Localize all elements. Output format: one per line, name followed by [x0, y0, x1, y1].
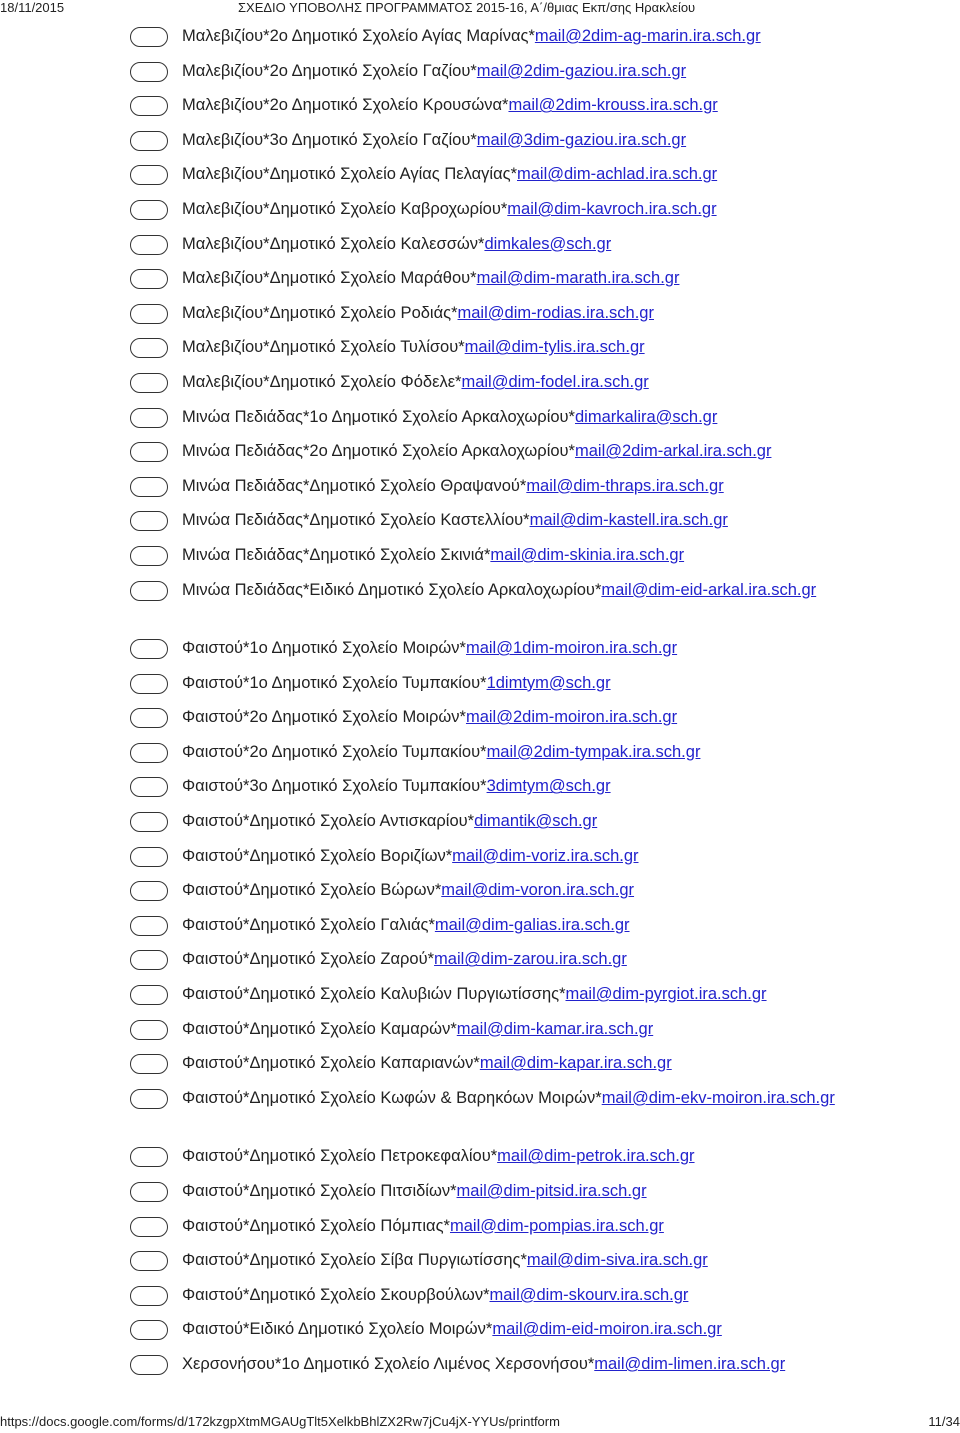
school-name: Φαιστού*Δημοτικό Σχολείο Καπαριανών*	[182, 1054, 480, 1073]
school-option[interactable]	[122, 266, 952, 301]
radio-button[interactable]	[130, 1320, 168, 1340]
radio-button[interactable]	[130, 27, 168, 47]
school-option[interactable]	[122, 59, 952, 94]
school-option[interactable]	[122, 809, 952, 844]
school-option[interactable]	[122, 370, 952, 405]
radio-button[interactable]	[130, 1217, 168, 1237]
school-name: Φαιστού*1ο Δημοτικό Σχολείο Τυμπακίου*	[182, 673, 487, 692]
school-email-link[interactable]: mail@dim-skinia.ira.sch.gr	[490, 545, 685, 564]
school-email-link[interactable]: mail@3dim-gaziou.ira.sch.gr	[476, 130, 687, 149]
radio-button[interactable]	[130, 916, 168, 936]
radio-button[interactable]	[130, 546, 168, 566]
school-option[interactable]	[122, 1352, 952, 1411]
school-name: Μαλεβιζίου*Δημοτικό Σχολείο Ροδιάς*	[182, 303, 458, 322]
school-name: Φαιστού*Δημοτικό Σχολείο Πετροκεφαλίου*	[182, 1147, 498, 1166]
school-option[interactable]	[122, 705, 952, 740]
school-name: Μαλεβιζίου*Δημοτικό Σχολείο Καβροχωρίου*	[182, 199, 508, 218]
school-option[interactable]	[122, 913, 952, 948]
school-name: Φαιστού*Δημοτικό Σχολείο Σίβα Πυργιωτίσσης*	[182, 1251, 527, 1270]
school-name: Μινώα Πεδιάδας*Δημοτικό Σχολείο Σκινιά*	[182, 545, 491, 564]
radio-button[interactable]	[130, 674, 168, 694]
school-email-link[interactable]: mail@dim-ekv-moiron.ira.sch.gr	[601, 1088, 835, 1107]
school-option[interactable]	[122, 878, 952, 913]
school-name: Χερσονήσου*1ο Δημοτικό Σχολείο Λιμένος Χερσονήσου*	[182, 1354, 595, 1373]
school-name: Φαιστού*Δημοτικό Σχολείο Πόμπιας*	[182, 1216, 450, 1235]
school-email-link[interactable]: dimkales@sch.gr	[484, 234, 612, 253]
school-option[interactable]	[122, 543, 952, 578]
school-name: Μαλεβιζίου*2ο Δημοτικό Σχολείο Αγίας Μαρίνας*	[182, 27, 535, 45]
school-email-link[interactable]: mail@dim-tylis.ira.sch.gr	[464, 338, 645, 357]
school-email-link[interactable]: mail@2dim-gaziou.ira.sch.gr	[476, 61, 687, 80]
school-email-link[interactable]: mail@dim-kastell.ira.sch.gr	[529, 511, 728, 530]
school-name: Μινώα Πεδιάδας*2ο Δημοτικό Σχολείο Αρκαλοχωρίου*	[182, 442, 575, 461]
school-option[interactable]	[122, 93, 952, 128]
radio-button[interactable]	[130, 847, 168, 867]
radio-button[interactable]	[130, 62, 168, 82]
school-option[interactable]	[122, 335, 952, 370]
radio-button[interactable]	[130, 950, 168, 970]
radio-button[interactable]	[130, 777, 168, 797]
school-email-link[interactable]: mail@dim-eid-arkal.ira.sch.gr	[601, 580, 817, 599]
radio-button[interactable]	[130, 708, 168, 728]
school-name: Φαιστού*Δημοτικό Σχολείο Πιτσιδίων*	[182, 1182, 457, 1200]
radio-button[interactable]	[130, 1355, 168, 1375]
radio-button[interactable]	[130, 1020, 168, 1040]
school-name: Μαλεβιζίου*Δημοτικό Σχολείο Μαράθου*	[182, 269, 477, 288]
school-email-link[interactable]: dimantik@sch.gr	[474, 812, 598, 831]
school-option[interactable]	[122, 474, 952, 509]
school-name: Φαιστού*Δημοτικό Σχολείο Γαλιάς*	[182, 915, 435, 934]
school-email-link[interactable]: mail@dim-pompias.ira.sch.gr	[449, 1216, 664, 1235]
page-number: 11/34	[928, 1414, 960, 1429]
radio-button[interactable]	[130, 985, 168, 1005]
school-option[interactable]	[122, 197, 952, 232]
school-option[interactable]	[122, 439, 952, 474]
form-title: ΣΧΕΔΙΟ ΥΠΟΒΟΛΗΣ ΠΡΟΓΡΑΜΜΑΤΟΣ 2015-16, Α΄/θμιας Εκπ/σης Ηρακλείου	[238, 0, 696, 15]
school-email-link[interactable]: mail@dim-fodel.ira.sch.gr	[461, 372, 649, 391]
radio-button[interactable]	[130, 200, 168, 220]
school-email-link[interactable]: mail@2dim-ag-marin.ira.sch.gr	[534, 27, 761, 45]
school-email-link[interactable]: mail@dim-kamar.ira.sch.gr	[456, 1019, 654, 1038]
school-option[interactable]	[122, 1214, 952, 1249]
school-email-link[interactable]: mail@dim-marath.ira.sch.gr	[476, 269, 680, 288]
print-date: 18/11/2015	[0, 0, 65, 15]
school-name: Φαιστού*Ειδικό Δημοτικό Σχολείο Μοιρών*	[182, 1320, 493, 1339]
radio-button[interactable]	[130, 812, 168, 832]
radio-button[interactable]	[130, 1286, 168, 1306]
school-email-link[interactable]: mail@dim-rodias.ira.sch.gr	[457, 303, 654, 322]
school-name: Φαιστού*2ο Δημοτικό Σχολείο Τυμπακίου*	[182, 742, 487, 761]
school-option[interactable]	[122, 1086, 952, 1145]
school-option[interactable]	[122, 508, 952, 543]
radio-button[interactable]	[130, 1089, 168, 1109]
school-email-link[interactable]: mail@1dim-moiron.ira.sch.gr	[465, 639, 678, 658]
radio-button[interactable]	[130, 639, 168, 659]
school-name: Φαιστού*Δημοτικό Σχολείο Σκουρβούλων*	[182, 1285, 490, 1304]
radio-button[interactable]	[130, 131, 168, 151]
school-name: Φαιστού*Δημοτικό Σχολείο Ζαρού*	[182, 950, 435, 969]
school-name: Μαλεβιζίου*3ο Δημοτικό Σχολείο Γαζίου*	[182, 130, 477, 149]
school-option[interactable]	[122, 1144, 952, 1179]
school-email-link[interactable]: mail@dim-pyrgiot.ira.sch.gr	[565, 985, 767, 1004]
school-option[interactable]	[122, 1017, 952, 1052]
school-option[interactable]	[122, 1051, 952, 1086]
school-email-link[interactable]: mail@2dim-tympak.ira.sch.gr	[486, 742, 701, 761]
school-name: Φαιστού*2ο Δημοτικό Σχολείο Μοιρών*	[182, 708, 466, 727]
school-name: Μαλεβιζίου*2ο Δημοτικό Σχολείο Γαζίου*	[182, 61, 477, 80]
radio-button[interactable]	[130, 743, 168, 763]
school-email-link[interactable]: 3dimtym@sch.gr	[486, 777, 611, 796]
school-option[interactable]	[122, 1248, 952, 1283]
school-option[interactable]	[122, 24, 952, 59]
school-name: Φαιστού*Δημοτικό Σχολείο Καλυβιών Πυργιωτίσσης*	[182, 985, 566, 1004]
school-name: Φαιστού*3ο Δημοτικό Σχολείο Τυμπακίου*	[182, 777, 487, 796]
school-email-link[interactable]: mail@2dim-arkal.ira.sch.gr	[574, 442, 772, 461]
school-option[interactable]	[122, 162, 952, 197]
school-email-link[interactable]: mail@2dim-krouss.ira.sch.gr	[508, 96, 718, 115]
school-email-link[interactable]: mail@dim-voriz.ira.sch.gr	[452, 846, 639, 865]
school-option[interactable]	[122, 128, 952, 163]
school-option[interactable]	[122, 671, 952, 706]
radio-button[interactable]	[130, 1251, 168, 1271]
school-email-link[interactable]: mail@dim-skourv.ira.sch.gr	[489, 1285, 689, 1304]
school-email-link[interactable]: mail@dim-pitsid.ira.sch.gr	[456, 1182, 647, 1200]
school-option[interactable]	[122, 947, 952, 982]
radio-button[interactable]	[130, 235, 168, 255]
school-email-link[interactable]: mail@dim-voron.ira.sch.gr	[441, 881, 635, 900]
school-name: Φαιστού*Δημοτικό Σχολείο Βώρων*	[182, 881, 442, 900]
school-email-link[interactable]: 1dimtym@sch.gr	[486, 673, 611, 692]
radio-button[interactable]	[130, 304, 168, 324]
school-option[interactable]	[122, 636, 952, 671]
radio-button[interactable]	[130, 96, 168, 116]
radio-button[interactable]	[130, 477, 168, 497]
radio-button[interactable]	[130, 881, 168, 901]
school-option[interactable]	[122, 774, 952, 809]
school-option[interactable]	[122, 1283, 952, 1318]
school-name: Μαλεβιζίου*2ο Δημοτικό Σχολείο Κρουσώνα*	[182, 96, 509, 115]
school-email-link[interactable]: mail@dim-zarou.ira.sch.gr	[434, 950, 627, 969]
radio-button[interactable]	[130, 408, 168, 428]
school-email-link[interactable]: mail@dim-limen.ira.sch.gr	[594, 1354, 786, 1373]
school-option[interactable]	[122, 982, 952, 1017]
school-email-link[interactable]: mail@dim-eid-moiron.ira.sch.gr	[492, 1320, 722, 1339]
school-email-link[interactable]: mail@dim-thraps.ira.sch.gr	[526, 476, 724, 495]
school-option[interactable]	[122, 844, 952, 879]
radio-button[interactable]	[130, 165, 168, 185]
school-email-link[interactable]: dimarkalira@sch.gr	[574, 407, 718, 426]
school-name: Φαιστού*1ο Δημοτικό Σχολείο Μοιρών*	[182, 639, 466, 658]
school-email-link[interactable]: mail@dim-kavroch.ira.sch.gr	[507, 199, 717, 218]
school-name: Μινώα Πεδιάδας*Δημοτικό Σχολείο Θραψανού*	[182, 476, 527, 495]
radio-button[interactable]	[130, 442, 168, 462]
school-option[interactable]	[122, 232, 952, 267]
school-name: Μινώα Πεδιάδας*1ο Δημοτικό Σχολείο Αρκαλοχωρίου*	[182, 407, 575, 426]
school-email-link[interactable]: mail@dim-galias.ira.sch.gr	[434, 915, 630, 934]
radio-button[interactable]	[130, 373, 168, 393]
school-email-link[interactable]: mail@dim-achlad.ira.sch.gr	[517, 165, 718, 184]
radio-button[interactable]	[130, 338, 168, 358]
school-option[interactable]	[122, 1179, 952, 1214]
school-option-list	[122, 24, 952, 1411]
radio-button[interactable]	[130, 1182, 168, 1202]
school-email-link[interactable]: mail@2dim-moiron.ira.sch.gr	[465, 708, 678, 727]
school-name: Μαλεβιζίου*Δημοτικό Σχολείο Καλεσσών*	[182, 234, 485, 253]
school-name: Μαλεβιζίου*Δημοτικό Σχολείο Φόδελε*	[182, 372, 462, 391]
school-name: Φαιστού*Δημοτικό Σχολείο Βοριζίων*	[182, 846, 453, 865]
school-name: Μαλεβιζίου*Δημοτικό Σχολείο Τυλίσου*	[182, 338, 465, 357]
school-option[interactable]	[122, 1317, 952, 1352]
school-name: Φαιστού*Δημοτικό Σχολείο Καμαρών*	[182, 1019, 457, 1038]
school-name: Μαλεβιζίου*Δημοτικό Σχολείο Αγίας Πελαγίας*	[182, 165, 517, 184]
school-option[interactable]	[122, 740, 952, 775]
radio-button[interactable]	[130, 269, 168, 289]
school-email-link[interactable]: mail@dim-kapar.ira.sch.gr	[479, 1054, 672, 1073]
school-name: Φαιστού*Δημοτικό Σχολείο Αντισκαρίου*	[182, 812, 475, 831]
page-url: https://docs.google.com/forms/d/172kzgpXtmMGAUgTlt5XelkbBhlZX2Rw7jCu4jX-YYUs/printform	[0, 1414, 560, 1429]
radio-button[interactable]	[130, 1054, 168, 1074]
school-email-link[interactable]: mail@dim-siva.ira.sch.gr	[526, 1251, 708, 1270]
school-option[interactable]	[122, 578, 952, 637]
radio-button[interactable]	[130, 511, 168, 531]
radio-button[interactable]	[130, 1147, 168, 1167]
school-name: Μινώα Πεδιάδας*Ειδικό Δημοτικό Σχολείο Αρκαλοχωρίου*	[182, 580, 602, 599]
radio-button[interactable]	[130, 581, 168, 601]
school-name: Φαιστού*Δημοτικό Σχολείο Κωφών & Βαρηκόων Μοιρών*	[182, 1088, 602, 1107]
school-name: Μινώα Πεδιάδας*Δημοτικό Σχολείο Καστελλίου*	[182, 511, 530, 530]
school-option[interactable]	[122, 301, 952, 336]
school-option[interactable]	[122, 405, 952, 440]
school-email-link[interactable]: mail@dim-petrok.ira.sch.gr	[497, 1147, 695, 1166]
